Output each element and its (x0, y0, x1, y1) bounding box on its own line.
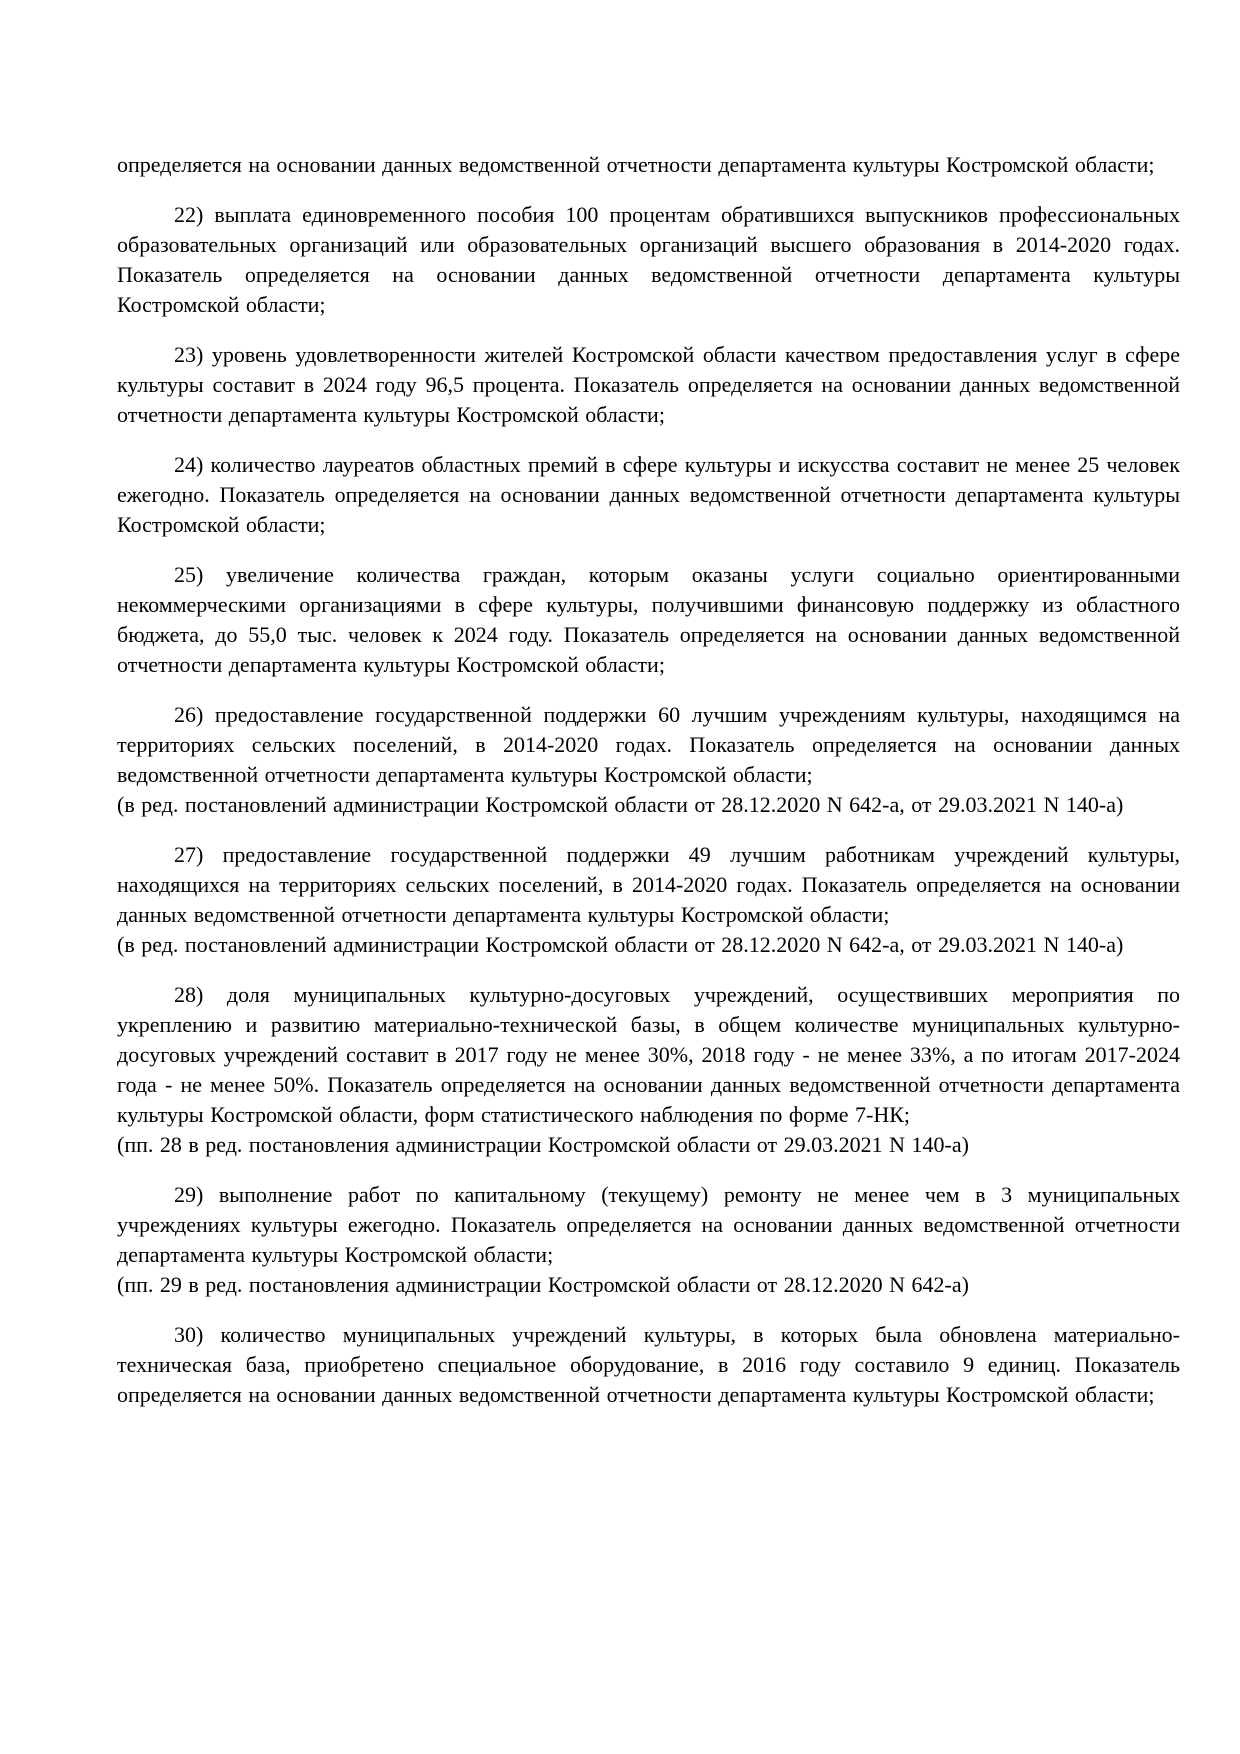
paragraph-item-25: 25) увеличение количества граждан, которым оказаны услуги социально ориентированными некоммерческими организациями в сфере культуры, получившими финансовую поддержку из областного бюджета, до 55,0 тыс. человек к 2024 году. Показатель определяется на основании данных ведомственной отчетности департамента культуры Костромской области; (117, 562, 1180, 677)
paragraph-item-23: 23) уровень удовлетворенности жителей Костромской области качеством предоставления услуг в сфере культуры составит в 2024 году 96,5 процента. Показатель определяется на основании данных ведомственной отчетности департамента культуры Костромской области; (117, 342, 1180, 427)
amendment-note-28: (пп. 28 в ред. постановления администрации Костромской области от 29.03.2021 N 140-а) (117, 1132, 969, 1157)
paragraph-item-29: 29) выполнение работ по капитальному (текущему) ремонту не менее чем в 3 муниципальных учреждениях культуры ежегодно. Показатель определяется на основании данных ведомственной отчетности департамента культуры Костромской области; (117, 1182, 1180, 1267)
amendment-note-27: (в ред. постановлений администрации Костромской области от 28.12.2020 N 642-а, от 29.03.2021 N 140-а) (117, 932, 1124, 957)
paragraph-item-27: 27) предоставление государственной поддержки 49 лучшим работникам учреждений культуры, находящихся на территориях сельских поселений, в 2014-2020 годах. Показатель определяется на основании данных ведомственной отчетности департамента культуры Костромской области; (117, 842, 1180, 927)
paragraph-item-24: 24) количество лауреатов областных премий в сфере культуры и искусства составит не менее 25 человек ежегодно. Показатель определяется на основании данных ведомственной отчетности департамента культуры Костромской области; (117, 452, 1180, 537)
paragraph-item-30: 30) количество муниципальных учреждений культуры, в которых была обновлена материально-техническая база, приобретено специальное оборудование, в 2016 году составило 9 единиц. Показатель определяется на основании данных ведомственной отчетности департамента культуры Костромской области; (117, 1322, 1180, 1407)
paragraph-item-26: 26) предоставление государственной поддержки 60 лучшим учреждениям культуры, находящимся на территориях сельских поселений, в 2014-2020 годах. Показатель определяется на основании данных ведомственной отчетности департамента культуры Костромской области; (117, 702, 1180, 787)
paragraph-item-22: 22) выплата единовременного пособия 100 процентам обратившихся выпускников профессиональных образовательных организаций или образовательных организаций высшего образования в 2014-2020 годах. Показатель определяется на основании данных ведомственной отчетности департамента культуры Костромской области; (117, 202, 1180, 317)
amendment-note-29: (пп. 29 в ред. постановления администрации Костромской области от 28.12.2020 N 642-а) (117, 1272, 969, 1297)
paragraph-continuation: определяется на основании данных ведомственной отчетности департамента культуры Костромской области; (117, 152, 1155, 177)
paragraph-item-28: 28) доля муниципальных культурно-досуговых учреждений, осуществивших мероприятия по укреплению и развитию материально-технической базы, в общем количестве муниципальных культурно-досуговых учреждений составит в 2017 году не менее 30%, 2018 году - не менее 33%, а по итогам 2017-2024 года - не менее 50%. Показатель определяется на основании данных ведомственной отчетности департамента культуры Костромской области, форм статистического наблюдения по форме 7-НК; (117, 982, 1180, 1127)
amendment-note-26: (в ред. постановлений администрации Костромской области от 28.12.2020 N 642-а, от 29.03.2021 N 140-а) (117, 792, 1124, 817)
